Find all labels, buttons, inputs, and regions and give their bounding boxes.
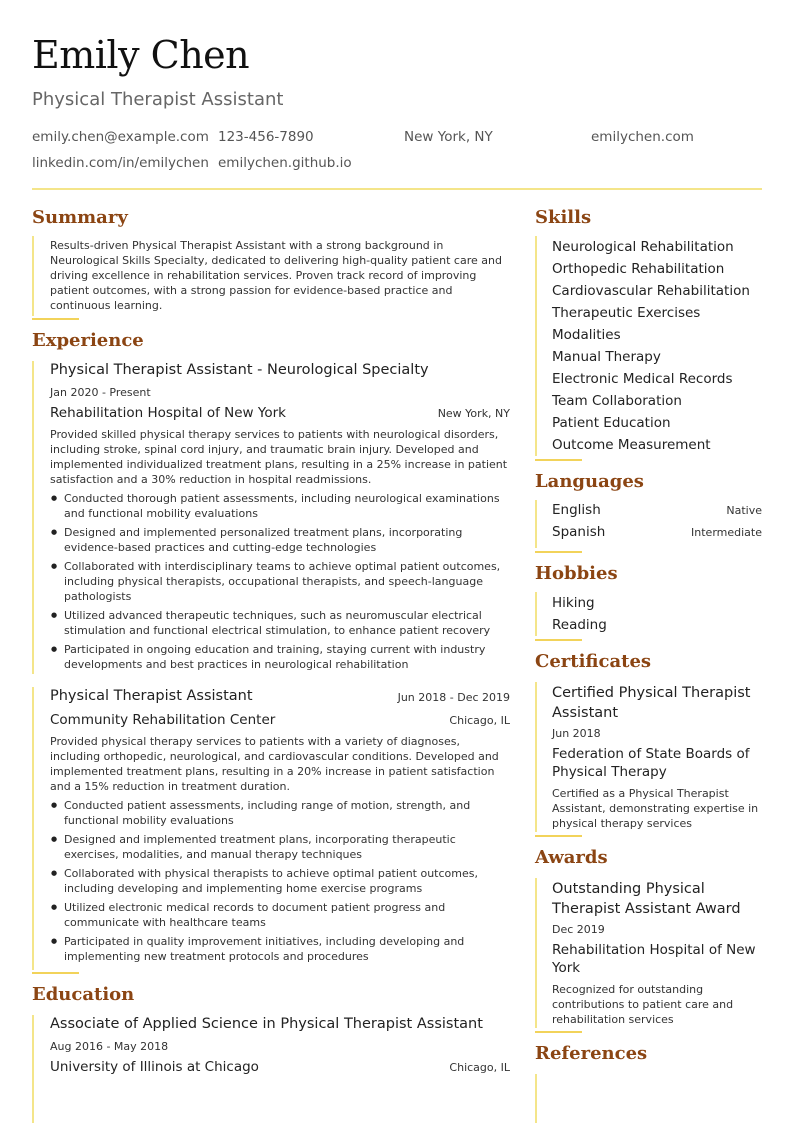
summary-divider (32, 318, 79, 320)
references-heading: References (535, 1043, 648, 1064)
award-name: Outstanding Physical Therapist Assistant Award (552, 881, 741, 917)
job-2-title: Physical Therapist Assistant (50, 688, 253, 704)
experience-divider (32, 972, 79, 974)
education-dates: Aug 2016 - May 2018 (50, 1040, 169, 1053)
certificate-description: Certified as a Physical Therapist Assistant, demonstrating expertise in physical therapy services (552, 787, 759, 830)
certificate-issuer: Federation of State Boards of Physical Therapy (552, 746, 750, 780)
list-item: ● Designed and implemented personalized treatment plans, incorporating evidence-based practices and cutting-edge technologies (50, 525, 512, 555)
list-item: Modalities (552, 327, 621, 343)
job-1-dates: Jan 2020 - Present (50, 386, 151, 399)
contact-linkedin[interactable]: linkedin.com/in/emilychen (32, 155, 209, 171)
award-date: Dec 2019 (552, 923, 605, 936)
languages-divider (535, 551, 582, 553)
hobbies-divider (535, 639, 582, 641)
award-issuer: Rehabilitation Hospital of New York (552, 942, 756, 976)
job-2-accent-bar (32, 687, 34, 970)
job-2-location: Chicago, IL (449, 714, 510, 727)
list-item: Orthopedic Rehabilitation (552, 261, 725, 277)
list-item: Electronic Medical Records (552, 371, 733, 387)
header-divider (32, 188, 762, 190)
certificate-date: Jun 2018 (552, 727, 601, 740)
skills-list (552, 236, 750, 456)
list-item: Team Collaboration (552, 393, 682, 409)
list-item: Cardiovascular Rehabilitation (552, 283, 750, 299)
list-item: ● Utilized electronic medical records to document patient progress and communicate with healthcare teams (50, 900, 512, 930)
summary-heading: Summary (32, 207, 128, 228)
list-item: ● Collaborated with physical therapists to achieve optimal patient outcomes, including developing and implementing home exercise programs (50, 866, 512, 896)
list-item: ● Conducted patient assessments, including range of motion, strength, and functional mobility evaluations (50, 798, 512, 828)
experience-heading: Experience (32, 330, 144, 351)
job-2-dates: Jun 2018 - Dec 2019 (397, 691, 510, 704)
list-item: Outcome Measurement (552, 437, 711, 453)
language-level: Intermediate (691, 526, 762, 539)
job-1-bullets (50, 491, 512, 676)
education-location: Chicago, IL (449, 1061, 510, 1074)
contact-website[interactable]: emilychen.com (591, 129, 694, 145)
list-item: Reading (552, 617, 607, 633)
education-accent-bar (32, 1015, 34, 1123)
skills-accent-bar (535, 236, 537, 456)
education-school: University of Illinois at Chicago (50, 1059, 259, 1075)
job-1-title: Physical Therapist Assistant - Neurological Specialty (50, 362, 429, 378)
contact-phone[interactable]: 123-456-7890 (218, 129, 314, 145)
job-1-company: Rehabilitation Hospital of New York (50, 405, 286, 421)
list-item: ● Collaborated with interdisciplinary teams to achieve optimal patient outcomes, including physical therapists, occupational therapists, and speech-language pathologists (50, 559, 512, 604)
job-1-description: Provided skilled physical therapy services to patients with neurological disorders, including stroke, spinal cord injury, and traumatic brain injury. Developed and implemented individualized treatment plans, resulting in a 25% increase in patient satisfaction and a 30% reduction in hospital readmissions. (50, 428, 508, 486)
skills-divider (535, 459, 582, 461)
hobbies-list (552, 592, 607, 636)
summary-accent-bar (32, 236, 34, 316)
job-2-bullets (50, 798, 512, 968)
list-item: Hiking (552, 595, 595, 611)
list-item: ● Conducted thorough patient assessments, including neurological examinations and functional mobility evaluations (50, 491, 512, 521)
language-name: Spanish (552, 524, 606, 540)
list-item: Patient Education (552, 415, 671, 431)
list-item: Manual Therapy (552, 349, 661, 365)
award-description: Recognized for outstanding contributions to patient care and rehabilitation services (552, 983, 734, 1026)
resume-job-title: Physical Therapist Assistant (32, 89, 284, 110)
job-2-description: Provided physical therapy services to patients with a variety of diagnoses, including orthopedic, neurological, and cardiovascular conditions. Developed and implemented treatment plans, resulting in a 20% increase in patient satisfaction and a 15% reduction in treatment duration. (50, 735, 499, 793)
certificates-heading: Certificates (535, 651, 652, 672)
certificates-accent-bar (535, 682, 537, 832)
list-item: ● Participated in ongoing education and training, staying current with industry developments and best practices in neurological rehabilitation (50, 642, 512, 672)
language-row (552, 524, 762, 540)
languages-accent-bar (535, 500, 537, 548)
list-item: Neurological Rehabilitation (552, 239, 734, 255)
list-item: Therapeutic Exercises (552, 305, 701, 321)
job-1-location: New York, NY (437, 407, 510, 420)
hobbies-heading: Hobbies (535, 563, 618, 584)
certificate-name: Certified Physical Therapist Assistant (552, 685, 751, 721)
awards-accent-bar (535, 878, 537, 1028)
summary-text: Results-driven Physical Therapist Assistant with a strong background in Neurological Skills Specialty, dedicated to delivering high-quality patient care and driving excellence in rehabilitation services. Proven track record of improving patient outcomes, with a strong passion for evidence-based practice and continuous learning. (50, 239, 502, 312)
job-1-accent-bar (32, 361, 34, 674)
language-name: English (552, 502, 601, 518)
resume-name: Emily Chen (32, 33, 250, 77)
language-level: Native (726, 504, 762, 517)
language-row (552, 502, 762, 518)
awards-heading: Awards (535, 847, 608, 868)
list-item: ● Designed and implemented treatment plans, incorporating therapeutic exercises, modalities, and manual therapy techniques (50, 832, 512, 862)
education-heading: Education (32, 984, 135, 1005)
hobbies-accent-bar (535, 592, 537, 636)
languages-heading: Languages (535, 471, 644, 492)
contact-email[interactable]: emily.chen@example.com (32, 129, 209, 145)
contact-location: New York, NY (404, 129, 493, 145)
list-item: ● Utilized advanced therapeutic techniques, such as neuromuscular electrical stimulation and functional electrical stimulation, to enhance patient recovery (50, 608, 512, 638)
list-item: ● Participated in quality improvement initiatives, including developing and implementing new treatment protocols and procedures (50, 934, 512, 964)
references-accent-bar (535, 1074, 537, 1123)
certificates-divider (535, 835, 582, 837)
education-degree: Associate of Applied Science in Physical Therapist Assistant (50, 1016, 483, 1032)
contact-github[interactable]: emilychen.github.io (218, 155, 352, 171)
awards-divider (535, 1031, 582, 1033)
job-2-company: Community Rehabilitation Center (50, 712, 276, 728)
skills-heading: Skills (535, 207, 592, 228)
